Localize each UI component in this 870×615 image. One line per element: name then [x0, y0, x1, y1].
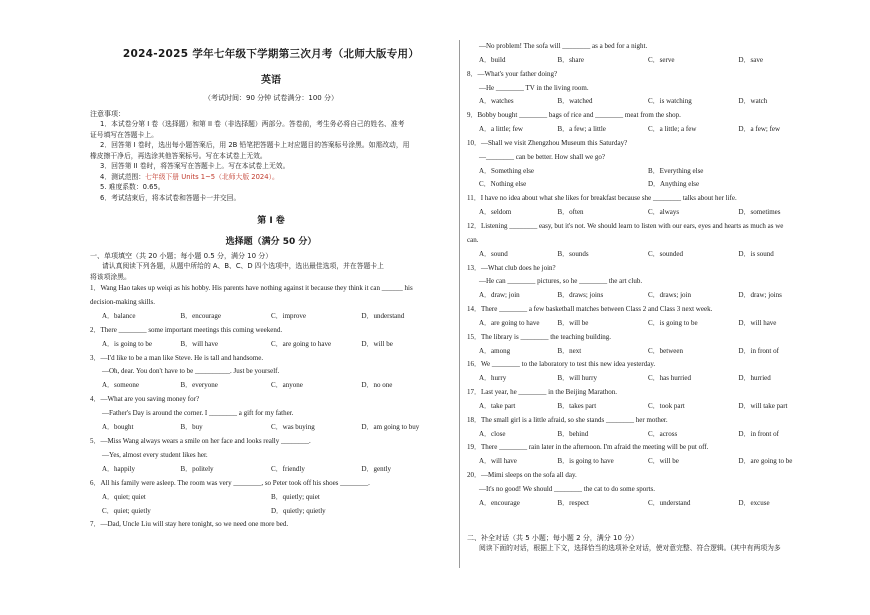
question-6-options-row-2 — [90, 505, 452, 519]
question-4-options — [90, 421, 452, 435]
question-20: 20．—Mimi sleeps on the sofa all day. — [467, 471, 577, 480]
question-17: 17．Last year, he ________ in the Beijing Marathon. — [467, 388, 617, 397]
option-d: D．understand — [361, 311, 405, 320]
option-b: B．draws; joins — [557, 291, 604, 300]
notice-item-3: 3．回答第 II 卷时，将答案写在答题卡上。写在本试卷上无效。 — [100, 162, 290, 170]
option-b: B．politely — [180, 464, 214, 473]
option-c: C．improve — [271, 311, 306, 320]
option-b: B．takes part — [557, 401, 597, 410]
option-a: A．close — [479, 429, 506, 438]
option-a: A．watches — [479, 97, 514, 106]
question-5-options — [90, 463, 452, 477]
option-c: C．was buying — [271, 423, 315, 432]
question-1-options — [90, 310, 452, 324]
option-c: C．is watching — [648, 97, 692, 106]
option-a: A．among — [479, 346, 511, 355]
option-d: D．draw; joins — [738, 291, 782, 300]
option-d: D．gently — [361, 464, 392, 473]
option-c: C．has hurried — [648, 374, 691, 383]
option-b: B．next — [557, 346, 582, 355]
option-d: D．is sound — [738, 249, 774, 258]
question-10-options-row-1 — [467, 165, 829, 179]
option-b: B．buy — [180, 423, 203, 432]
option-d: D．a few; few — [738, 125, 781, 134]
option-b: B．encourage — [180, 311, 221, 320]
part-1-intro-cont: 将该项涂黑。 — [90, 272, 131, 281]
question-4: 4．—What are you saving money for? — [90, 395, 200, 404]
option-a: A．happily — [102, 464, 136, 473]
option-a: A．are going to have — [479, 318, 540, 327]
option-a: A．someone — [102, 381, 139, 390]
question-8-reply: —He ________ TV in the living room. — [479, 83, 589, 92]
question-12-cont: can. — [467, 235, 479, 244]
question-8-options — [467, 95, 829, 109]
question-6-options-row-1 — [90, 491, 452, 505]
option-a: A．is going to be — [102, 339, 152, 348]
question-18: 18．The small girl is a little afraid, so she stands ________ her mother. — [467, 415, 668, 424]
exam-meta: （考试时间：90 分钟 试卷满分：100 分） — [204, 94, 338, 102]
notice-heading: 注意事项： — [90, 110, 125, 118]
option-d: D．will take part — [738, 401, 788, 410]
part-1-intro: 请认真阅读下列各题，从题中所给的 A、B、C、D 四个选项中，选出最佳选项，并在答题卡上 — [102, 262, 384, 270]
option-c: C．understand — [648, 498, 691, 507]
option-b: B．will have — [180, 339, 219, 348]
notice-item-5: 5. 难度系数：0.65。 — [100, 183, 165, 191]
option-c: C．a little; a few — [648, 125, 697, 134]
question-10: 10．—Shall we visit Zhengzhou Museum this Saturday? — [467, 138, 628, 147]
question-12: 12．Listening ________ easy, but it's not. We should learn to listen with our ears, eyes and hearts as much as we — [467, 221, 784, 230]
option-c: C．is going to be — [648, 318, 698, 327]
subject-title: 英语 — [261, 75, 281, 86]
question-15-options — [467, 345, 829, 359]
part-2-intro: 阅读下面的对话，根据上下文，选择恰当的选项补全对话，使对意完整、符合逻辑。(其中有两项为多 — [479, 543, 781, 552]
option-d: D．excuse — [738, 498, 770, 507]
option-d: D．watch — [738, 97, 768, 106]
option-b: B．share — [557, 55, 584, 64]
option-b: B．behind — [557, 429, 589, 438]
section-1-subtitle: 选择题（满分 50 分） — [225, 237, 317, 247]
option-d: D．quietly; quietly — [271, 506, 326, 515]
option-a: A．Something else — [479, 166, 535, 175]
question-10-options-row-2 — [467, 178, 829, 192]
option-b: B．is going to have — [557, 457, 614, 466]
option-a: A．hurry — [479, 374, 507, 383]
question-9-options — [467, 123, 829, 137]
right-column — [467, 40, 829, 553]
option-b: B．everyone — [180, 381, 218, 390]
question-14-options — [467, 317, 829, 331]
section-1-title: 第 I 卷 — [257, 216, 285, 226]
option-b: B．will hurry — [557, 374, 597, 383]
option-b: B．sounds — [557, 249, 589, 258]
notice-item-2: 2．回答第 I 卷时，选出每小题答案后，用 2B 铅笔把答题卡上对应题目的答案标号涂黑。如需改动，用 — [100, 141, 410, 149]
question-10-reply: —________ can be better. How shall we go? — [479, 152, 605, 161]
question-7: 7．—Dad, Uncle Liu will stay here tonight, so we need one more bed. — [90, 520, 289, 529]
option-a: A．encourage — [479, 498, 520, 507]
option-c: C．always — [648, 208, 680, 217]
option-c: C．are going to have — [271, 339, 332, 348]
option-c: C．took part — [648, 401, 685, 410]
question-8: 8．—What's your father doing? — [467, 69, 558, 78]
question-20-reply: —It's no good! We should ________ the cat to do some sports. — [479, 485, 655, 493]
notice-item-1: 1．本试卷分第 I 卷（选择题）和第 II 卷（非选择题）两部分。答卷前，考生务必将自己的姓名、准考 — [100, 120, 405, 128]
question-9: 9．Bobby bought ________ bags of rice and ________ meat from the shop. — [467, 111, 681, 120]
question-16-options — [467, 372, 829, 386]
option-c: C．will be — [648, 457, 679, 466]
option-b: B．often — [557, 208, 584, 217]
option-d: D．in front of — [738, 429, 779, 438]
option-c: C．sounded — [648, 249, 683, 258]
question-13-options — [467, 289, 829, 303]
question-12-options — [467, 248, 829, 262]
question-7-options — [467, 54, 829, 68]
option-a: A．bought — [102, 423, 134, 432]
question-13: 13．—What club does he join? — [467, 263, 556, 272]
option-a: A．draw; join — [479, 291, 520, 300]
question-4-reply: —Father's Day is around the corner. I ________ a gift for my father. — [102, 409, 294, 418]
exam-title: 2024-2025 学年七年级下学期第三次月考（北师大版专用） — [122, 48, 420, 60]
test-scope: 七年级下册 Units 1~5（北师大版 2024）。 — [145, 172, 279, 181]
option-b: B．quietly; quiet — [271, 492, 320, 501]
option-a: A．sound — [479, 249, 508, 258]
question-16: 16．We ________ to the laboratory to test this new idea yesterday. — [467, 360, 656, 369]
option-c: C．between — [648, 346, 683, 355]
question-11-options — [467, 206, 829, 220]
option-a: A．quiet; quiet — [102, 492, 146, 501]
option-b: B．watched — [557, 97, 593, 106]
option-d: D．hurried — [738, 374, 771, 383]
question-1-cont: decision-making skills. — [90, 297, 155, 306]
left-column — [90, 44, 452, 532]
option-c: C．Nothing else — [479, 180, 527, 189]
option-c: C．serve — [648, 55, 675, 64]
option-a: A．balance — [102, 311, 136, 320]
question-3-reply: —Oh, dear. You don't have to be __________. Just be yourself. — [102, 367, 280, 376]
option-b: B．will be — [557, 318, 589, 327]
option-c: C．draws; join — [648, 291, 691, 300]
question-18-options — [467, 428, 829, 442]
question-15: 15．The library is ________ the teaching building. — [467, 332, 612, 341]
option-c: C．friendly — [271, 464, 305, 473]
question-3-options — [90, 379, 452, 393]
option-b: B．a few; a little — [557, 125, 606, 134]
option-c: C．quiet; quietly — [102, 506, 151, 515]
question-11: 11．I have no idea about what she likes for breakfast because she ________ talks about her life. — [467, 194, 737, 203]
notice-item-1-cont: 证号填写在答题卡上。 — [90, 130, 158, 139]
question-7-reply: —No problem! The sofa will ________ as a bed for a night. — [479, 42, 648, 50]
question-2-options — [90, 338, 452, 352]
question-5: 5．—Miss Wang always wears a smile on her face and looks really ________. — [90, 436, 311, 445]
option-b: B．respect — [557, 498, 589, 507]
option-d: D．Anything else — [648, 180, 700, 189]
option-d: D．save — [738, 55, 763, 64]
option-d: D．are going to be — [738, 457, 793, 466]
option-a: A．seldom — [479, 208, 512, 217]
option-d: D．in front of — [738, 346, 779, 355]
notice-item-4-label: 4．测试范围： — [100, 172, 146, 181]
option-c: C．across — [648, 429, 678, 438]
option-c: C．anyone — [271, 381, 303, 390]
option-d: D．will have — [738, 318, 777, 327]
notice-item-6: 6．考试结束后，将本试卷和答题卡一并交回。 — [100, 193, 241, 202]
option-d: D．will be — [361, 339, 393, 348]
question-19-options — [467, 455, 829, 469]
question-6: 6．All his family were asleep. The room was very ________, so Peter took off his shoes ________. — [90, 478, 370, 487]
question-14: 14．There ________ a few basketball matches between Class 2 and Class 3 next week. — [467, 305, 713, 314]
column-divider — [459, 40, 460, 568]
question-20-options — [467, 497, 829, 511]
question-3: 3．—I'd like to be a man like Steve. He is tall and handsome. — [90, 353, 264, 362]
option-d: D．no one — [361, 381, 393, 390]
question-1: 1．Wang Hao takes up weiqi as his hobby. His parents have nothing against it because they think it can ______ his — [90, 284, 413, 292]
option-b: B．Everything else — [648, 166, 704, 175]
option-a: A．build — [479, 55, 506, 64]
option-d: D．am going to buy — [361, 423, 420, 432]
question-5-reply: —Yes, almost every student likes her. — [102, 450, 208, 459]
notice-item-4 — [90, 172, 452, 183]
question-2: 2．There ________ some important meetings this coming weekend. — [90, 325, 283, 334]
question-13-reply: —He can ________ pictures, so he ________ the art club. — [479, 277, 643, 286]
question-17-options — [467, 400, 829, 414]
question-19: 19．There ________ rain later in the afternoon. I'm afraid the meeting will be put off. — [467, 443, 709, 452]
notice-item-2-cont: 橡皮擦干净后，再选涂其他答案标号。写在本试卷上无效。 — [90, 151, 267, 160]
part-1-heading: 一、单项填空（共 20 小题；每小题 0.5 分，满分 10 分） — [90, 252, 273, 260]
part-2-heading: 二、补全对话（共 5 小题；每小题 2 分，满分 10 分） — [467, 533, 639, 542]
option-a: A．take part — [479, 401, 516, 410]
option-a: A．will have — [479, 457, 517, 466]
option-d: D．sometimes — [738, 208, 781, 217]
option-a: A．a little; few — [479, 125, 523, 134]
